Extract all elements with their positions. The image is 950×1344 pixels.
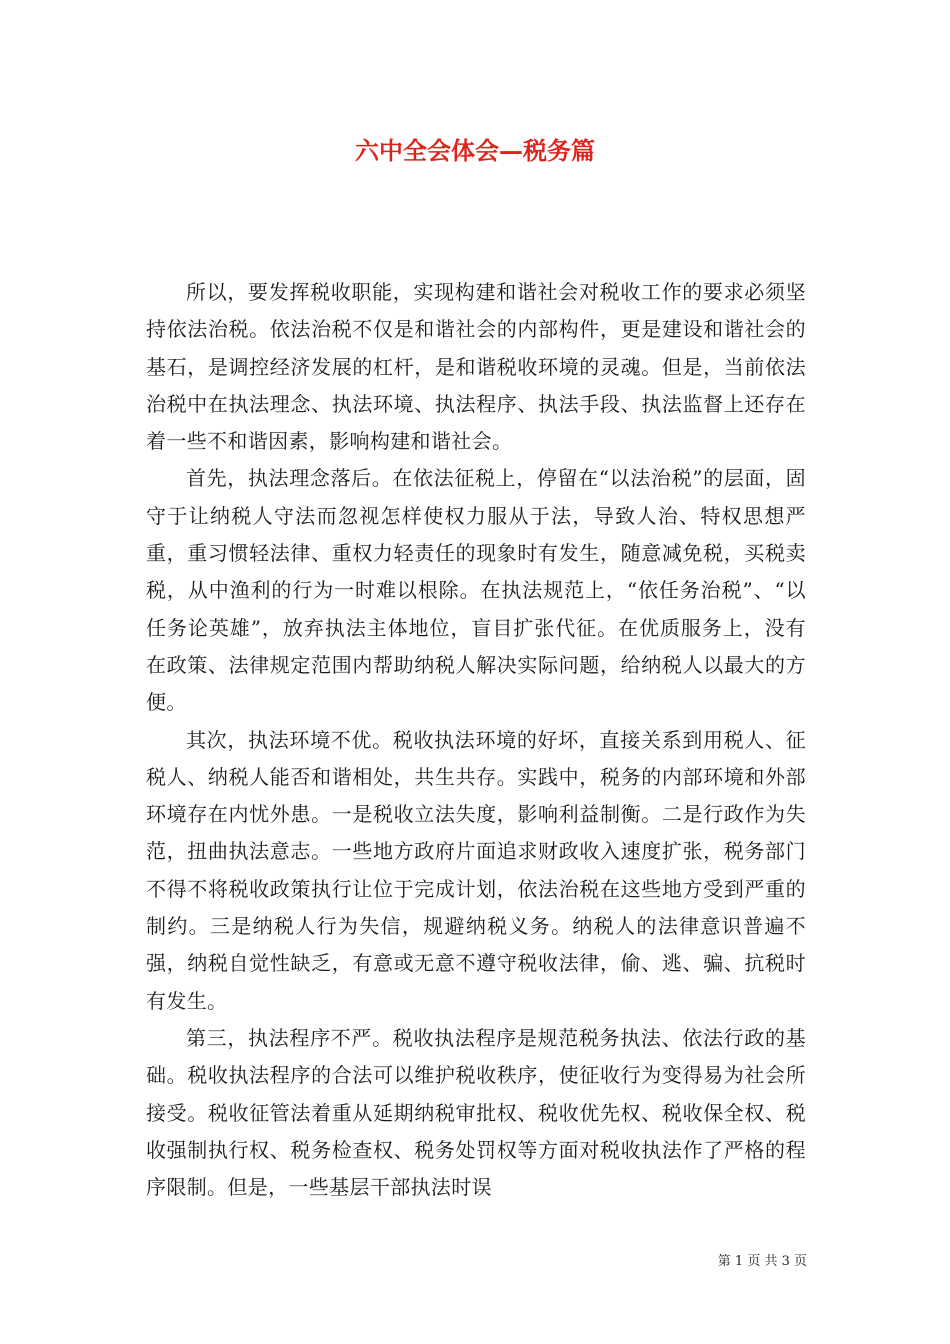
paragraph-4: 第三，执法程序不严。税收执法程序是规范税务执法、依法行政的基础。税收执法程序的合法可以维护税收秩序，使征收行为变得易为社会所接受。税收征管法着重从延期纳税审批权、税收优先权、税收保全权、税收强制执行权、税务检查权、税务处罚权等方面对税收执法作了严格的程序限制。但是，一些基层干部执法时误 — [146, 1025, 806, 1200]
page-number-footer: 第 1 页 共 3 页 — [717, 1254, 807, 1269]
document-title: 六中全会体会—税务篇 — [355, 136, 595, 165]
paragraph-2: 首先，执法理念落后。在依法征税上，停留在“以法治税”的层面，固守于让纳税人守法而忽视怎样使权力服从于法，导致人治、特权思想严重，重习惯轻法律、重权力轻责任的现象时有发生，随意减免税，买税卖税，从中渔利的行为一时难以根除。在执法规范上，“依任务治税”、“以任务论英雄”，放弃执法主体地位，盲目扩张代征。在优质服务上，没有在政策、法律规定范围内帮助纳税人解决实际问题，给纳税人以最大的方便。 — [146, 466, 806, 715]
paragraph-3: 其次，执法环境不优。税收执法环境的好坏，直接关系到用税人、征税人、纳税人能否和谐相处，共生共存。实践中，税务的内部环境和外部环境存在内忧外患。一是税收立法失度，影响利益制衡。二是行政作为失范，扭曲执法意志。一些地方政府片面追求财政收入速度扩张，税务部门不得不将税收政策执行让位于完成计划，依法治税在这些地方受到严重的制约。三是纳税人行为失信，规避纳税义务。纳税人的法律意识普遍不强，纳税自觉性缺乏，有意或无意不遵守税收法律，偷、逃、骗、抗税时有发生。 — [146, 727, 806, 1013]
paragraph-1: 所以，要发挥税收职能，实现构建和谐社会对税收工作的要求必须坚持依法治税。依法治税不仅是和谐社会的内部构件，更是建设和谐社会的基石，是调控经济发展的杠杆，是和谐税收环境的灵魂。但是，当前依法治税中在执法理念、执法环境、执法程序、执法手段、执法监督上还存在着一些不和谐因素，影响构建和谐社会。 — [146, 280, 806, 454]
document-body — [146, 274, 806, 1206]
